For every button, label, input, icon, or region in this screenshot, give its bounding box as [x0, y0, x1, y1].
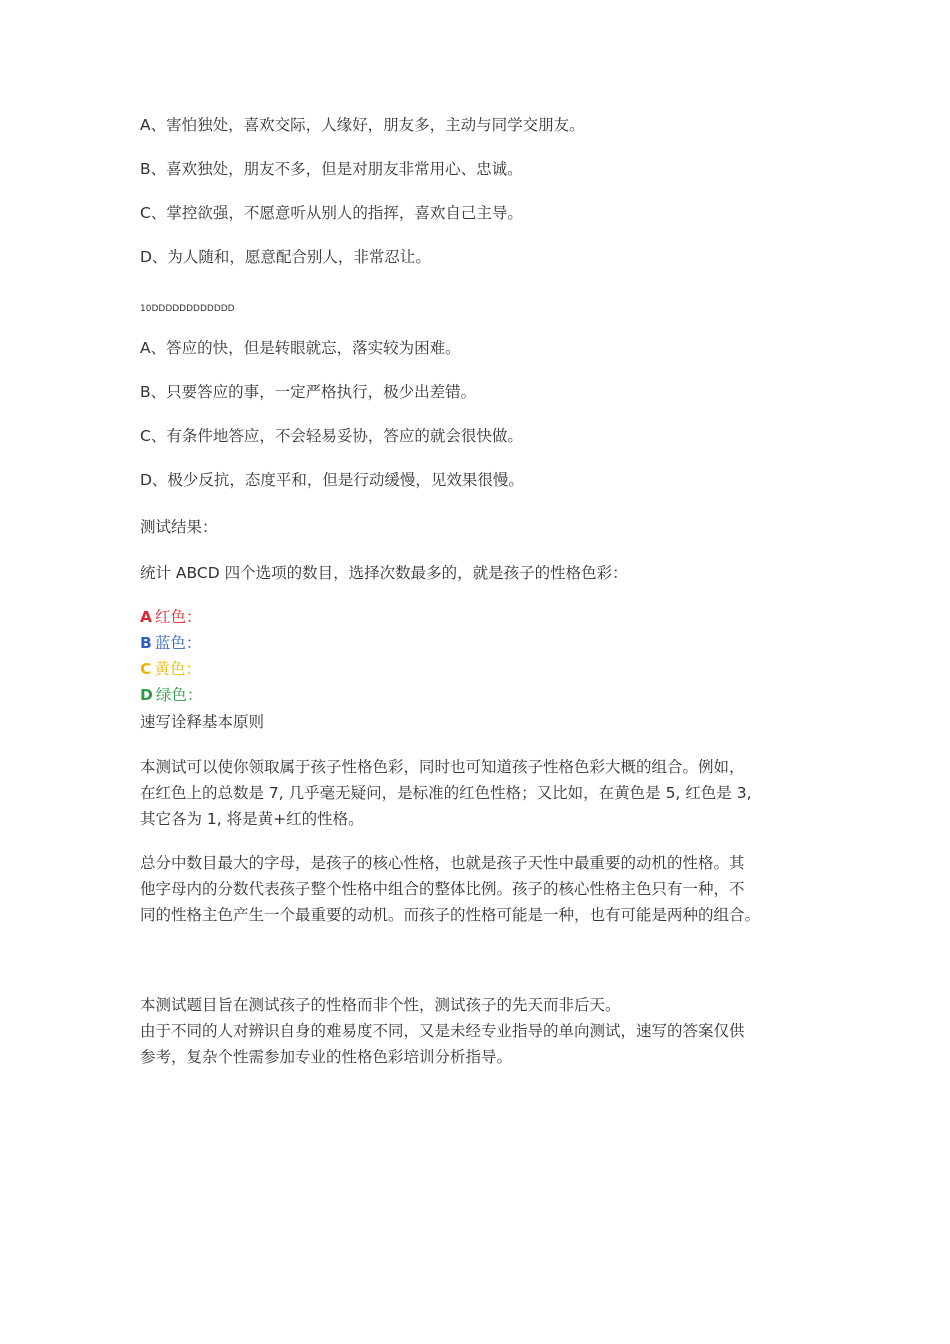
paragraph-2-line: 总分中数目最大的字母，是孩子的核心性格，也就是孩子天性中最重要的动机的性格。其 [140, 854, 745, 872]
color-yellow-letter: C [140, 660, 152, 678]
q10-option-a: A、答应的快，但是转眼就忘，落实较为困难。 [140, 339, 461, 357]
paragraph-2 [140, 850, 830, 928]
q10-option-c: C、有条件地答应，不会轻易妥协，答应的就会很快做。 [140, 427, 523, 445]
q10-option-d: D、极少反抗，态度平和，但是行动缓慢，见效果很慢。 [140, 471, 524, 489]
paragraph-3-line: 参考，复杂个性需参加专业的性格色彩培训分析指导。 [140, 1048, 513, 1066]
results-instruction: 统计 ABCD 四个选项的数目，选择次数最多的，就是孩子的性格色彩： [140, 564, 628, 582]
q9-option-a: A、害怕独处，喜欢交际，人缘好，朋友多，主动与同学交朋友。 [140, 116, 585, 134]
principle-title: 速写诠释基本原则 [140, 713, 265, 731]
paragraph-3-line: 由于不同的人对辨识自身的难易度不同，又是未经专业指导的单向测试，速写的答案仅供 [140, 1022, 745, 1040]
paragraph-1-line: 本测试可以使你领取属于孩子性格色彩，同时也可知道孩子性格色彩大概的组合。例如， [140, 758, 745, 776]
color-green-label: 绿色： [155, 686, 203, 704]
color-red-letter: A [140, 608, 152, 626]
color-blue-label: 蓝色： [154, 634, 202, 652]
paragraph-1 [140, 754, 830, 832]
q9-option-c: C、掌控欲强，不愿意听从别人的指挥，喜欢自己主导。 [140, 204, 523, 222]
q10-heading: 10DDDDDDDDDDDD [140, 304, 235, 314]
q9-option-d: D、为人随和，愿意配合别人，非常忍让。 [140, 248, 431, 266]
q9-option-b: B、喜欢独处，朋友不多，但是对朋友非常用心、忠诚。 [140, 160, 523, 178]
color-red-label: 红色： [155, 608, 202, 626]
color-yellow [140, 658, 201, 680]
q10-option-b: B、只要答应的事，一定严格执行，极少出差错。 [140, 383, 477, 401]
color-yellow-label: 黄色： [154, 660, 201, 678]
color-green-letter: D [140, 686, 153, 704]
results-title: 测试结果： [140, 518, 218, 536]
paragraph-1-line: 在红色上的总数是 7, 几乎毫无疑问，是标准的红色性格；又比如，在黄色是 5, 红色是 3, [140, 784, 752, 802]
color-green [140, 684, 202, 706]
paragraph-3-line: 本测试题目旨在测试孩子的性格而非个性，测试孩子的先天而非后天。 [140, 996, 621, 1014]
color-blue-letter: B [140, 634, 152, 652]
color-red [140, 606, 202, 628]
paragraph-2-line: 同的性格主色产生一个最重要的动机。而孩子的性格可能是一种，也有可能是两种的组合。 [140, 906, 761, 924]
paragraph-3 [140, 992, 830, 1070]
color-blue [140, 632, 201, 654]
paragraph-1-line: 其它各为 1, 将是黄+红的性格。 [140, 810, 364, 828]
paragraph-2-line: 他字母内的分数代表孩子整个性格中组合的整体比例。孩子的核心性格主色只有一种，不 [140, 880, 745, 898]
